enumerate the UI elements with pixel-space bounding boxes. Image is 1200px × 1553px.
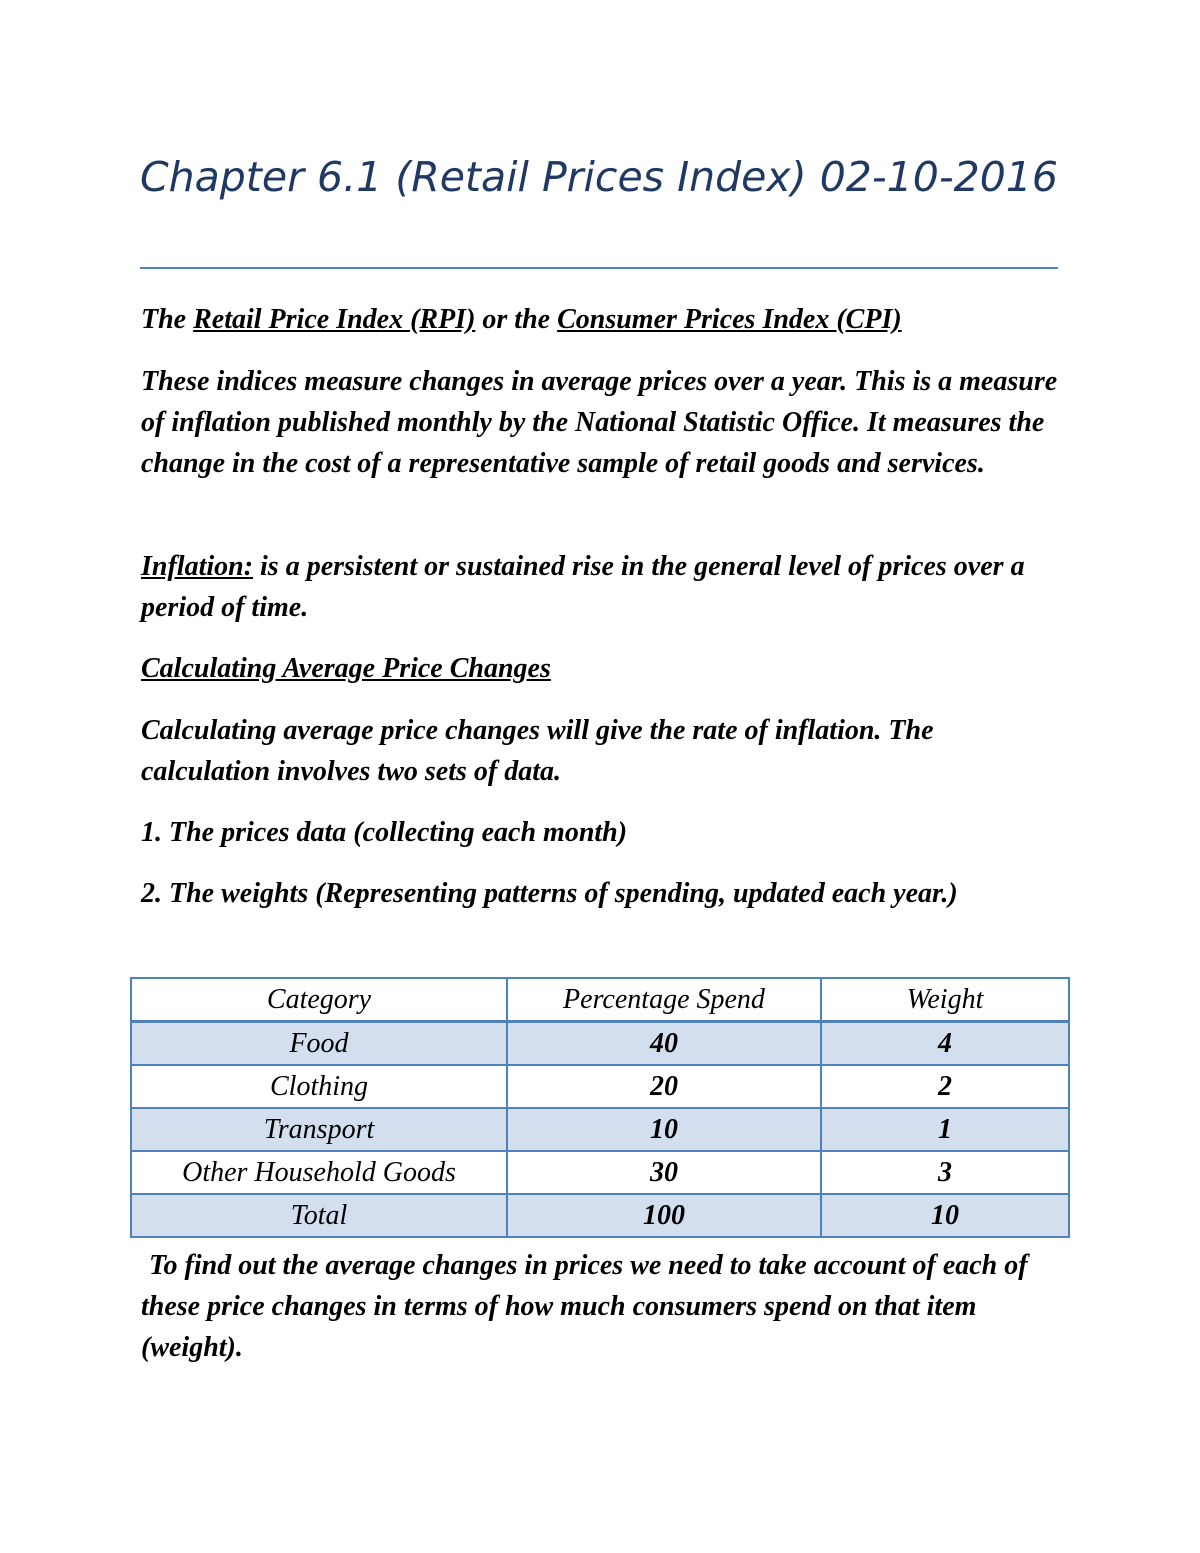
calculation-paragraph: Calculating average price changes will give the rate of inflation. The calculation involves two sets of data. bbox=[141, 715, 934, 787]
cell-percentage: 10 bbox=[507, 1108, 821, 1151]
intro-line bbox=[141, 299, 1061, 340]
rpi-term: Retail Price Index (RPI) bbox=[193, 304, 476, 335]
table-row bbox=[131, 1022, 1069, 1066]
cell-weight: 4 bbox=[821, 1022, 1069, 1066]
cell-category: Food bbox=[131, 1022, 507, 1066]
cell-percentage: 20 bbox=[507, 1065, 821, 1108]
cell-weight: 3 bbox=[821, 1151, 1069, 1194]
table-header-row bbox=[131, 978, 1069, 1022]
cell-weight: 2 bbox=[821, 1065, 1069, 1108]
table-row bbox=[131, 1108, 1069, 1151]
table-row bbox=[131, 1065, 1069, 1108]
table-total-row bbox=[131, 1194, 1069, 1237]
closing-paragraph: To find out the average changes in prices we need to take account of each of these price changes in terms of how much consumers spend on that item (weight). bbox=[141, 1250, 1028, 1363]
cell-category: Other Household Goods bbox=[131, 1151, 507, 1194]
cpi-term: Consumer Prices Index (CPI) bbox=[557, 304, 902, 335]
inflation-text: is a persistent or sustained rise in the general level of prices over a period of time. bbox=[141, 551, 1025, 623]
header-category: Category bbox=[131, 978, 507, 1022]
section-heading: Calculating Average Price Changes bbox=[141, 653, 551, 684]
weights-table bbox=[130, 977, 1070, 1238]
header-weight: Weight bbox=[821, 978, 1069, 1022]
table-row bbox=[131, 1151, 1069, 1194]
title-divider bbox=[140, 267, 1058, 269]
indices-paragraph: These indices measure changes in average prices over a year. This is a measure of inflation published monthly by the National Statistic Office. It measures the change in the cost of a representative sample of retail goods and services. bbox=[141, 366, 1058, 479]
cell-total-weight: 10 bbox=[821, 1194, 1069, 1237]
cell-category: Transport bbox=[131, 1108, 507, 1151]
cell-percentage: 40 bbox=[507, 1022, 821, 1066]
cell-weight: 1 bbox=[821, 1108, 1069, 1151]
list-item-prices: 1. The prices data (collecting each month) bbox=[141, 817, 628, 848]
page-title: Chapter 6.1 (Retail Prices Index) 02-10-2016 bbox=[140, 153, 1058, 201]
intro-middle: or the bbox=[475, 304, 558, 335]
list-item-weights: 2. The weights (Representing patterns of spending, updated each year.) bbox=[141, 878, 958, 909]
cell-total-label: Total bbox=[131, 1194, 507, 1237]
inflation-term: Inflation: bbox=[141, 551, 254, 582]
inflation-definition bbox=[141, 546, 1061, 628]
intro-prefix: The bbox=[141, 304, 194, 335]
header-percentage-spend: Percentage Spend bbox=[507, 978, 821, 1022]
cell-category: Clothing bbox=[131, 1065, 507, 1108]
cell-total-percentage: 100 bbox=[507, 1194, 821, 1237]
cell-percentage: 30 bbox=[507, 1151, 821, 1194]
